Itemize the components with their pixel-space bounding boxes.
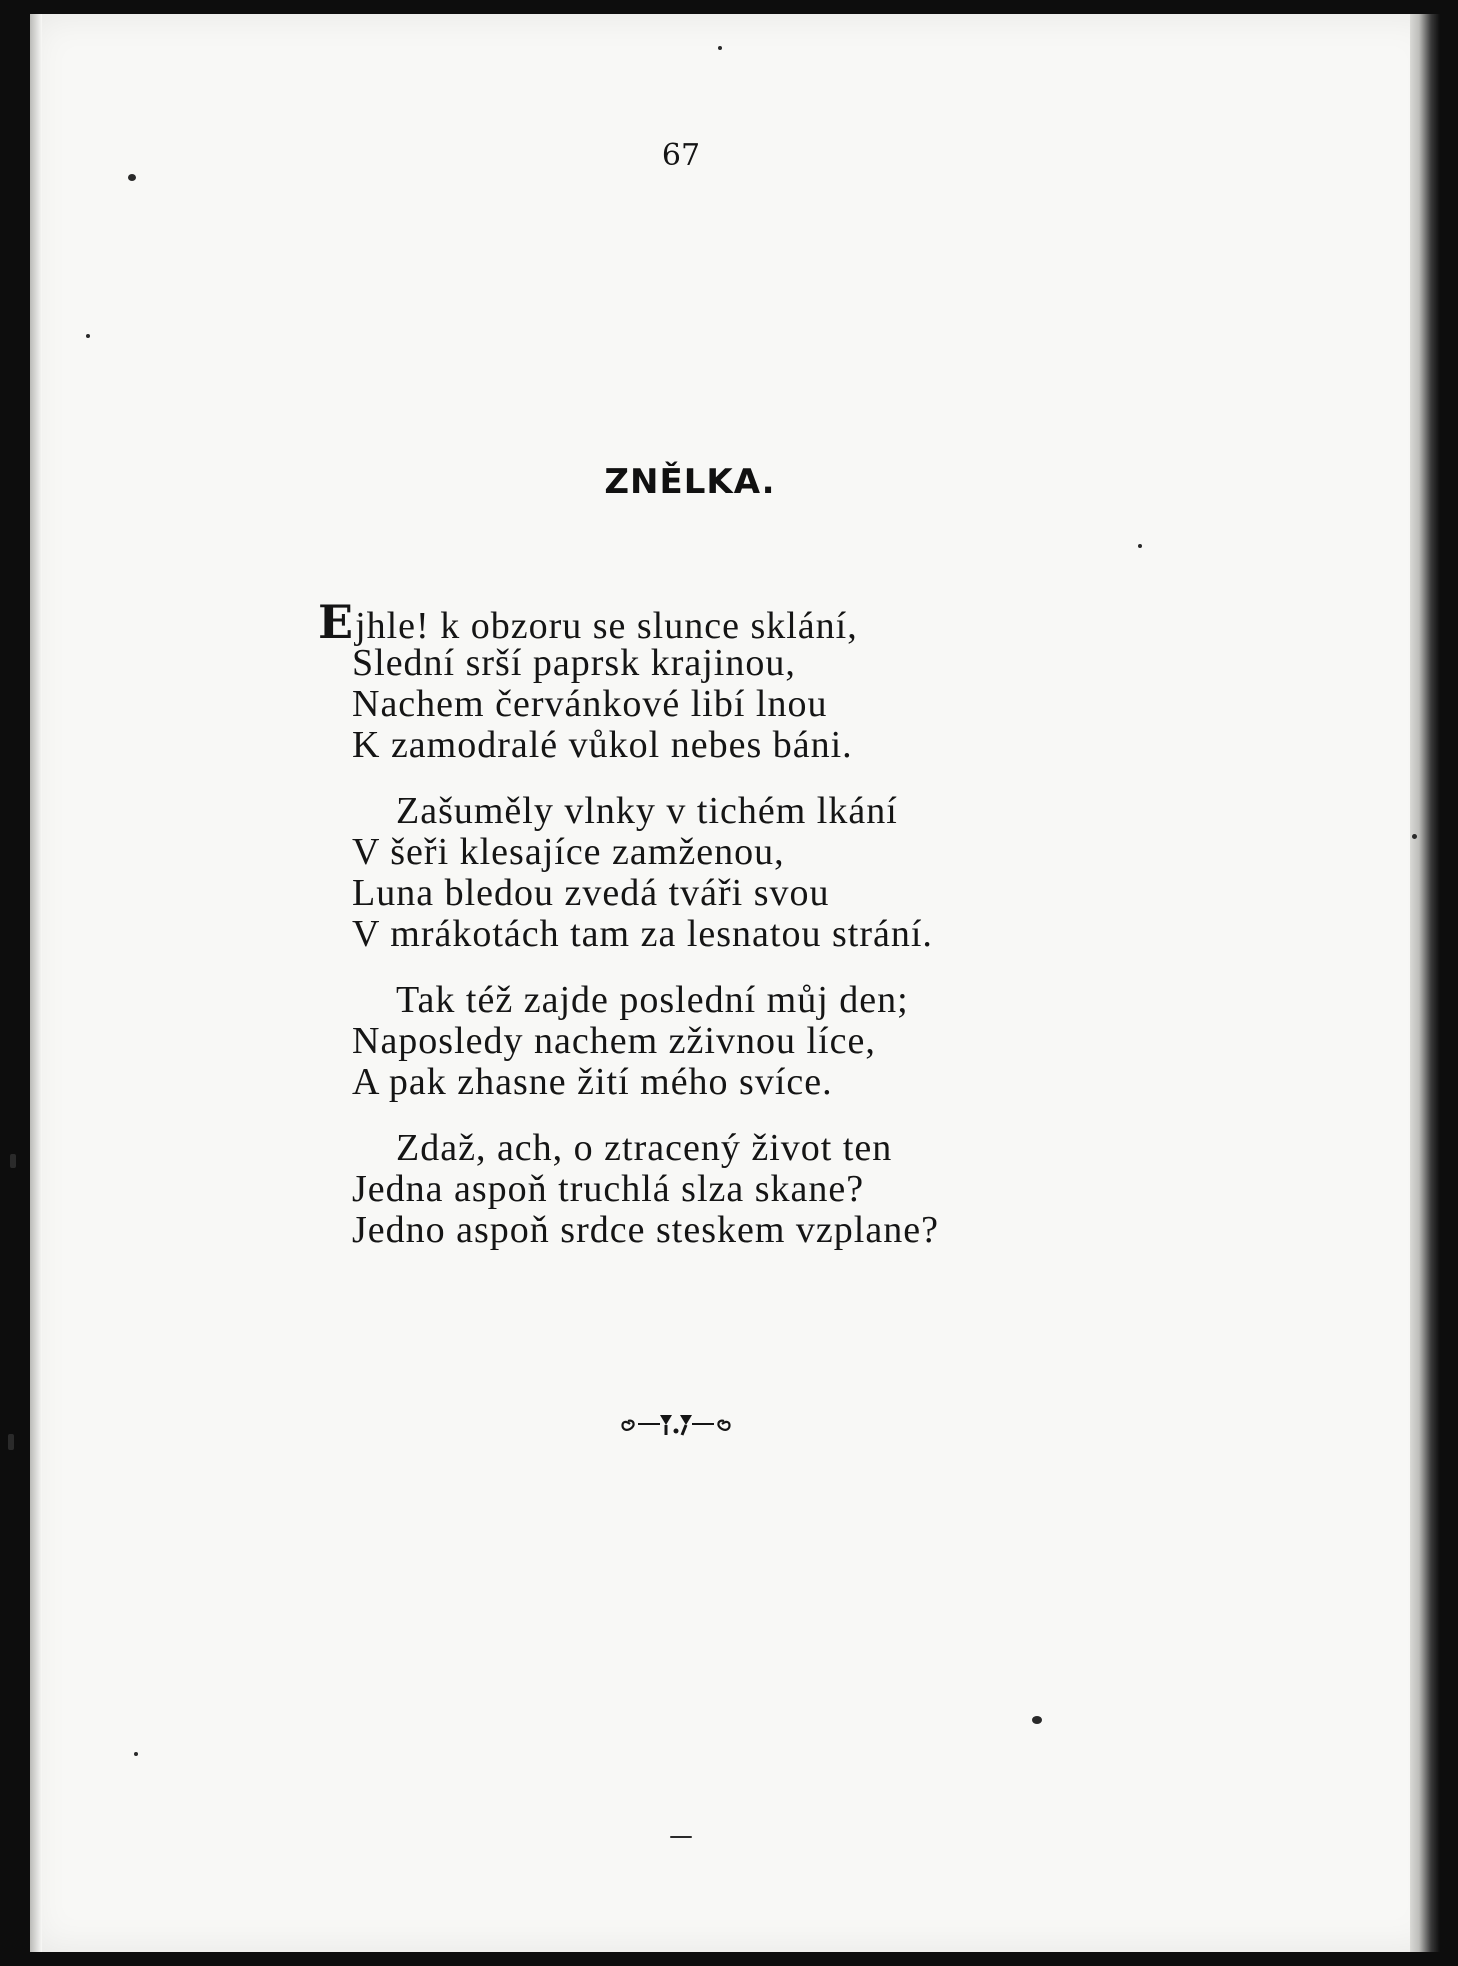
poem-line: V mrákotách tam za lesnatou strání.: [352, 913, 933, 955]
stanza: [352, 1128, 1072, 1251]
scan-speck: [10, 1154, 16, 1168]
page-gutter-shadow: [30, 14, 42, 1952]
scan-speck: [1412, 834, 1417, 839]
poem-line: V šeři klesajíce zamženou,: [352, 831, 785, 873]
stanza: [352, 980, 1072, 1103]
stanza: [318, 595, 1072, 766]
scan-speck: [86, 334, 90, 338]
scan-speck: [1032, 1716, 1042, 1724]
poem-line: Slední srší paprsk krajinou,: [352, 642, 796, 684]
poem-line: Jedno aspoň srdce steskem vzplane?: [352, 1209, 939, 1251]
poem-line: Zašuměly vlnky v tichém lkání: [396, 790, 898, 832]
poem-line: A pak zhasne žití mého svíce.: [352, 1061, 833, 1103]
poem-line: K zamodralé vůkol nebes báni.: [352, 724, 853, 766]
scan-speck: [8, 1434, 14, 1450]
scan-speck: [1138, 544, 1142, 548]
poem-line: Luna bledou zvedá tváři svou: [352, 872, 830, 914]
scan-speck: [134, 1752, 138, 1756]
scan-speck: [128, 174, 136, 181]
book-page: [30, 14, 1440, 1952]
poem-line: Nachem červánkové libí lnou: [352, 683, 828, 725]
poem-body: [318, 595, 1072, 1276]
poem-line: Tak též zajde poslední můj den;: [396, 979, 909, 1021]
floral-ornament-icon: [616, 1407, 736, 1441]
page-edge-shadow: [1410, 14, 1440, 1952]
poem-title: ZNĚLKA.: [604, 462, 776, 502]
stanza: [352, 791, 1072, 955]
drop-capital: E: [318, 595, 355, 649]
scan-speck: [718, 46, 722, 50]
poem-line: Zdaž, ach, o ztracený život ten: [396, 1127, 893, 1169]
poem-line: Naposledy nachem zživnou líce,: [352, 1020, 876, 1062]
scan-speck: [670, 1836, 692, 1838]
poem-line: Jedna aspoň truchlá slza skane?: [352, 1168, 865, 1210]
poem-line-text: jhle! k obzoru se slunce sklání,: [355, 605, 858, 647]
page-number: 67: [661, 138, 701, 173]
poem-line: [318, 595, 1072, 649]
